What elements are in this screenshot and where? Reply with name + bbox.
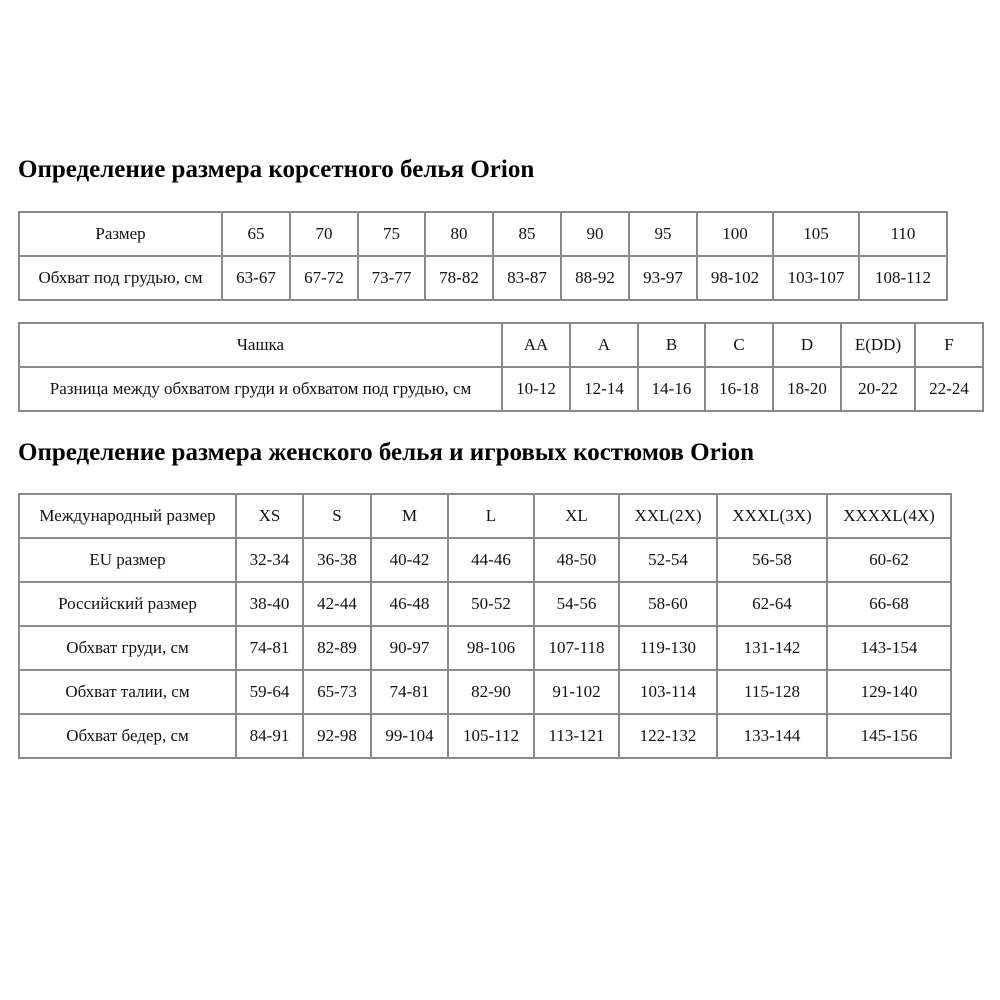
table-cell: 98-106 (448, 626, 534, 670)
table-cell: 90 (561, 212, 629, 256)
table-cell: 58-60 (619, 582, 717, 626)
row-header-cell: Обхват груди, см (19, 626, 236, 670)
table-cell: 131-142 (717, 626, 827, 670)
table-cell: 75 (358, 212, 425, 256)
corset-size-table (18, 211, 948, 301)
table-cell: 122-132 (619, 714, 717, 758)
table-cell: 113-121 (534, 714, 619, 758)
row-header-cell: Международный размер (19, 494, 236, 538)
table-row (19, 256, 947, 300)
table-cell: S (303, 494, 371, 538)
table-cell: 143-154 (827, 626, 951, 670)
table-cell: 99-104 (371, 714, 448, 758)
table-cell: 90-97 (371, 626, 448, 670)
row-header-cell: Российский размер (19, 582, 236, 626)
table-cell: 88-92 (561, 256, 629, 300)
row-header-cell: Разница между обхватом груди и обхватом под грудью, см (19, 367, 502, 411)
table-cell: AA (502, 323, 570, 367)
table-cell: 62-64 (717, 582, 827, 626)
table-cell: 52-54 (619, 538, 717, 582)
table-cell: 12-14 (570, 367, 638, 411)
table-cell: 44-46 (448, 538, 534, 582)
table-cell: 10-12 (502, 367, 570, 411)
table-cell: 56-58 (717, 538, 827, 582)
table-cell: E(DD) (841, 323, 915, 367)
table-row (19, 212, 947, 256)
table-cell: 105-112 (448, 714, 534, 758)
table-cell: XXL(2X) (619, 494, 717, 538)
table-cell: 103-107 (773, 256, 859, 300)
table-cell: 93-97 (629, 256, 697, 300)
table-cell: 83-87 (493, 256, 561, 300)
table-cell: 92-98 (303, 714, 371, 758)
table-cell: 100 (697, 212, 773, 256)
row-header-cell: EU размер (19, 538, 236, 582)
table-cell: 103-114 (619, 670, 717, 714)
table-cell: 42-44 (303, 582, 371, 626)
table-cell: XS (236, 494, 303, 538)
lingerie-size-table (18, 493, 952, 759)
table-cell: 115-128 (717, 670, 827, 714)
table-cell: 36-38 (303, 538, 371, 582)
table-cell: F (915, 323, 983, 367)
table-cell: XL (534, 494, 619, 538)
table-row (19, 714, 951, 758)
table-row (19, 626, 951, 670)
table-cell: A (570, 323, 638, 367)
table-row (19, 367, 983, 411)
table-cell: 63-67 (222, 256, 290, 300)
table-cell: 110 (859, 212, 947, 256)
table-cell: 65 (222, 212, 290, 256)
table-cell: 54-56 (534, 582, 619, 626)
table-cell: 14-16 (638, 367, 705, 411)
table-cell: B (638, 323, 705, 367)
table-cell: 20-22 (841, 367, 915, 411)
table-cell: 40-42 (371, 538, 448, 582)
table-cell: 32-34 (236, 538, 303, 582)
table-cell: 65-73 (303, 670, 371, 714)
table-cell: 82-89 (303, 626, 371, 670)
lingerie-size-title: Определение размера женского белья и игровых костюмов Orion (18, 439, 755, 466)
table-cell: 46-48 (371, 582, 448, 626)
table-cell: 48-50 (534, 538, 619, 582)
table-cell: 22-24 (915, 367, 983, 411)
table-cell: 50-52 (448, 582, 534, 626)
table-cell: 133-144 (717, 714, 827, 758)
table-row (19, 494, 951, 538)
table-cell: XXXL(3X) (717, 494, 827, 538)
table-cell: 78-82 (425, 256, 493, 300)
table-cell: 16-18 (705, 367, 773, 411)
table-cell: 70 (290, 212, 358, 256)
table-cell: 91-102 (534, 670, 619, 714)
table-cell: 98-102 (697, 256, 773, 300)
table-cell: 66-68 (827, 582, 951, 626)
table-cell: D (773, 323, 841, 367)
table-cell: 107-118 (534, 626, 619, 670)
table-cell: 60-62 (827, 538, 951, 582)
table-cell: 82-90 (448, 670, 534, 714)
table-cell: 145-156 (827, 714, 951, 758)
table-cell: 59-64 (236, 670, 303, 714)
table-row (19, 323, 983, 367)
table-cell: 18-20 (773, 367, 841, 411)
table-cell: L (448, 494, 534, 538)
table-cell: C (705, 323, 773, 367)
table-cell: 108-112 (859, 256, 947, 300)
table-row (19, 538, 951, 582)
table-cell: 129-140 (827, 670, 951, 714)
table-cell: 95 (629, 212, 697, 256)
row-header-cell: Обхват бедер, см (19, 714, 236, 758)
table-cell: 84-91 (236, 714, 303, 758)
table-cell: 74-81 (371, 670, 448, 714)
table-cell: M (371, 494, 448, 538)
table-cell: XXXXL(4X) (827, 494, 951, 538)
row-header-cell: Размер (19, 212, 222, 256)
table-cell: 67-72 (290, 256, 358, 300)
table-cell: 73-77 (358, 256, 425, 300)
table-cell: 74-81 (236, 626, 303, 670)
table-row (19, 670, 951, 714)
table-cell: 80 (425, 212, 493, 256)
row-header-cell: Чашка (19, 323, 502, 367)
table-cell: 38-40 (236, 582, 303, 626)
table-cell: 105 (773, 212, 859, 256)
corset-cup-table (18, 322, 984, 412)
table-cell: 85 (493, 212, 561, 256)
row-header-cell: Обхват под грудью, см (19, 256, 222, 300)
row-header-cell: Обхват талии, см (19, 670, 236, 714)
table-cell: 119-130 (619, 626, 717, 670)
corset-size-title: Определение размера корсетного белья Orion (18, 156, 535, 183)
table-row (19, 582, 951, 626)
